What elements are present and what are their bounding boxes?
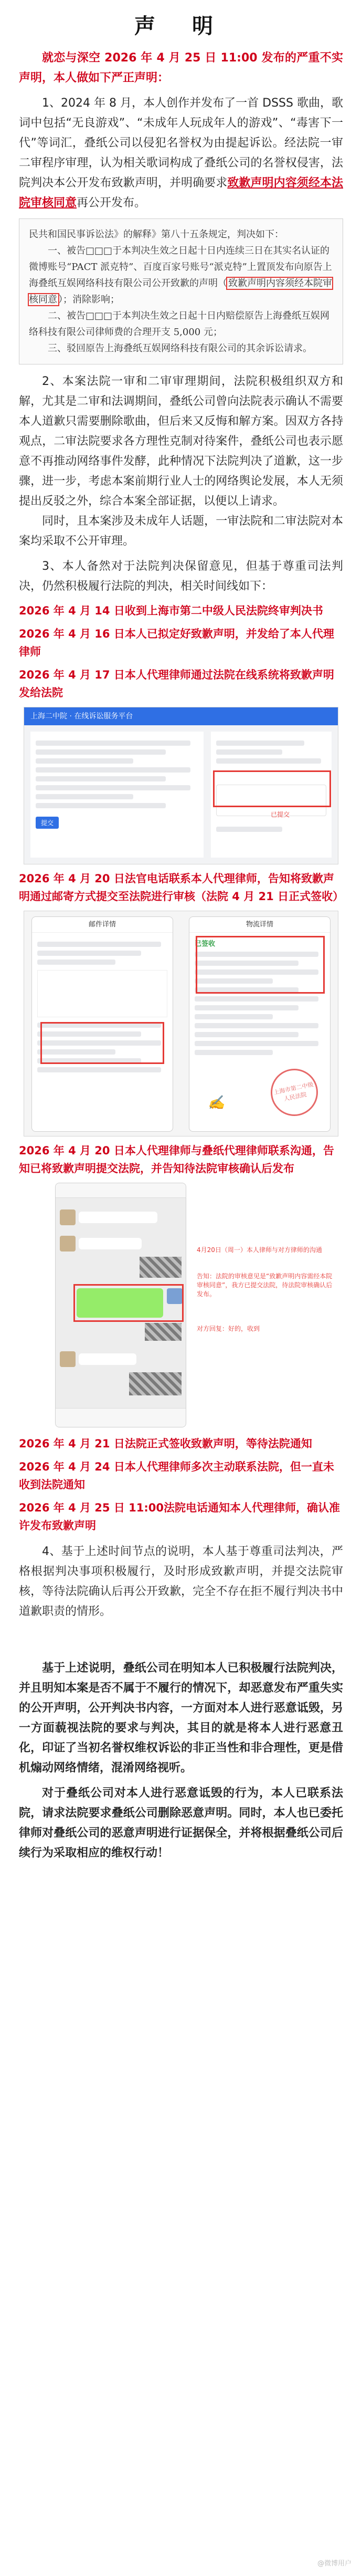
timeline-event: 收到上海市第二中级人民法院终审判决书 (124, 604, 323, 617)
timeline-date: 2026 年 4 月 25 日 11:00 (19, 1501, 164, 1514)
timeline-date: 2026 年 4 月 21 日 (19, 1437, 125, 1450)
section2b-paragraph: 同时，且本案涉及未成年人话题，一审法院和二审法院对本案均采取不公开审理。 (19, 515, 343, 548)
highlight-box (40, 1022, 164, 1064)
timeline-date: 2026 年 4 月 14 日 (19, 604, 125, 617)
quote-line: 二、被告□□□于本判决生效之日起十日内赔偿原告上海叠纸互娱网络科技有限公司律师费的合理开支 5,000 元； (29, 310, 330, 338)
screenshot-chat (24, 1183, 338, 1430)
timeline-date: 2026 年 4 月 20 日 (19, 872, 125, 885)
closing1-text-a: 基于上述说明， (42, 1662, 123, 1675)
timeline-item (19, 625, 343, 661)
submit-button[interactable]: 提交 (36, 817, 59, 829)
timeline-group-4 (19, 1435, 343, 1535)
timeline-item (19, 602, 343, 620)
quote-line: 民共和国民事诉讼法》的解释》第八十五条规定，判决如下： (29, 229, 284, 240)
highlight-box (73, 1284, 184, 1322)
quote-line-text: 一、被告□□□于本判决生效之日起十日内连续三日在其实名认证的微博账号“PACT 派克特”、百度百家号账号“派克特”上置顶发布向原告上海叠纸互娱网络科技有限公司公开致歉的声明（ (29, 245, 332, 289)
timeline-item (19, 1435, 343, 1453)
judgment-quote-box (19, 218, 343, 364)
timeline-event: 法官电话联系本人代理律师，告知将致歉声明通过邮寄方式提交至法院进行审核（法院 4 月 21 日正式签收） (19, 872, 344, 903)
closing-paragraph-1 (19, 1659, 343, 1778)
quote-line (29, 243, 333, 308)
closing1-text-b: 叠纸公司在明知本人已积极履行法院判决，并且明知本案是否不属于不履行的情况下，却恶意发布严重失实的公开声明，公开判决书内容，一方面对本人进行恶意诋毁，另一方面藐视法院的要求与判决，其目的就是将本人进行恶意丑化，印证了当初名誉权维权诉讼的非正当性和非合理性，更是借机煽动网络情绪，混淆网络视听。 (19, 1662, 343, 1775)
quote-line: 三、驳回原告上海叠纸互娱网络科技有限公司的其余诉讼请求。 (48, 343, 312, 354)
timeline-item (19, 1499, 343, 1535)
timeline-event: 本人代理律师多次主动联系法院，但一直未收到法院通知 (19, 1461, 334, 1491)
section2-paragraph: 2、本案法院一审和二审审理期间，法院积极组织双方和解，尤其是二审和法调期间，叠纸公司曾向法院表示确认不需要本人道歉只需要删除歌曲，但后来又反悔和解方案。因双方各持观点，二审法院要求各方理性克制对待案件，叠纸公司也表示愿意不再推动网络事件发酵，此种情况下法院判决了道歉，这一步骤，进一步，考虑本案前期行业人士的网络舆论发展，本人无须提出反驳之外，综合本案全部证据，以便以上请求。 (19, 375, 343, 508)
signature: ✍ (208, 1095, 225, 1111)
phone-mail-detail (31, 916, 173, 1132)
timeline-date: 2026 年 4 月 16 日 (19, 628, 125, 640)
phone-chat (55, 1183, 186, 1427)
chat-annotation-bot: 对方回复：好的，收到 (197, 1325, 260, 1332)
timeline-date: 2026 年 4 月 17 日 (19, 669, 125, 681)
timeline-group-3 (19, 1142, 343, 1177)
chat-annotation-mid: 告知：法院的审核意见是“致歉声明内容需经本院审核同意”，我方已提交法院，待法院审核确认后发布。 (197, 1273, 333, 1298)
timeline-event: 本人已拟定好致歉声明，并发给了本人代理律师 (19, 628, 334, 658)
closing-paragraph-2: 对于叠纸公司对本人进行恶意诋毁的行为，本人已联系法院，请求法院要求叠纸公司删除恶意声明。同时，本人也已委托律师对叠纸公司的恶意声明进行证据保全，并将根据叠纸公司后续行为采取相应的维权行动！ (19, 1787, 343, 1860)
timeline-group-1 (19, 602, 343, 702)
court-seal-text: 上海市第二中级人民法院 (273, 1081, 314, 1103)
timeline-date: 2026 年 4 月 20 日 (19, 1144, 125, 1157)
section1-paragraph (19, 93, 343, 213)
timeline-event: 法院正式签收致歉声明，等待法院通知 (124, 1437, 312, 1450)
quote-line-text: ）；消除影响； (58, 294, 120, 305)
timeline-event: 本人代理律师通过法院在线系统将致歉声明发给法院 (19, 669, 334, 699)
watermark: @微博用户 (317, 2560, 352, 2568)
mail-detail-title: 邮件详情 (32, 917, 173, 933)
timeline-event: 本人代理律师与叠纸代理律师联系沟通，告知已将致歉声明提交法院，并告知待法院审核确认后发布 (19, 1144, 334, 1175)
delivery-status: 已签收 (195, 940, 216, 948)
section3-paragraph: 3、本人备然对于法院判决保留意见，但基于尊重司法判决，仍然积极履行法院的判决，相关时间线如下： (19, 560, 343, 593)
highlight-box (213, 770, 331, 807)
section4-paragraph: 4、基于上述时间节点的说明，本人基于尊重司法判决，严格根据判决事项积极履行，及时形成致歉声明，并提交法院审核，等待法院确认后再公开致歉，完全不存在拒不履行判决书中道歉职责的情形。 (19, 1545, 343, 1618)
court-system-header: 上海二中院 · 在线诉讼服务平台 (24, 707, 338, 725)
timeline-item (19, 1458, 343, 1494)
highlighted-quote: 致歉声明内容须经本院审核同意 (29, 278, 332, 305)
timeline-item (19, 1142, 343, 1177)
chat-annotation-top: 4月20日（周一）本人律师与对方律师的沟通 (197, 1246, 322, 1254)
intro-lead: 就恋与深空 2026 年 4 月 25 日 11:00 发布的严重不实声明，本人做如下严正声明： (19, 51, 343, 85)
screenshot-court-system (24, 707, 338, 864)
logistics-title: 物流详情 (189, 917, 330, 933)
highlight-box (196, 936, 325, 994)
court-system-form (30, 732, 204, 858)
screenshot-mail-tracking (24, 911, 338, 1136)
annotation-submitted: 已提交 (271, 811, 290, 818)
timeline-item (19, 870, 343, 905)
section1-text-a: 1、2024 年 8 月，本人创作并发布了一首 DSSS 歌曲，歌词中包括“无良游戏”、“未成年人玩成年人的游戏”、“毒害下一代”等词汇，叠纸公司以侵犯名誉权为由提起诉讼。经法院一审二审程序审理，认为相关歌词构成了叠纸公司的名誉权侵害，法院判决本公开发布致歉声明，并明确要求 (19, 97, 343, 190)
section1-text-b: 再公开发布。 (77, 196, 146, 210)
timeline-item (19, 666, 343, 702)
section1-red-text: 致歉声明内容须经本法院审核同意 (19, 176, 343, 210)
timeline-group-2 (19, 870, 343, 905)
timeline-event: 法院电话通知本人代理律师，确认准许发布致歉声明 (19, 1501, 340, 1532)
page-title: 声 明 (134, 14, 228, 38)
timeline-date: 2026 年 4 月 24 日 (19, 1461, 125, 1473)
